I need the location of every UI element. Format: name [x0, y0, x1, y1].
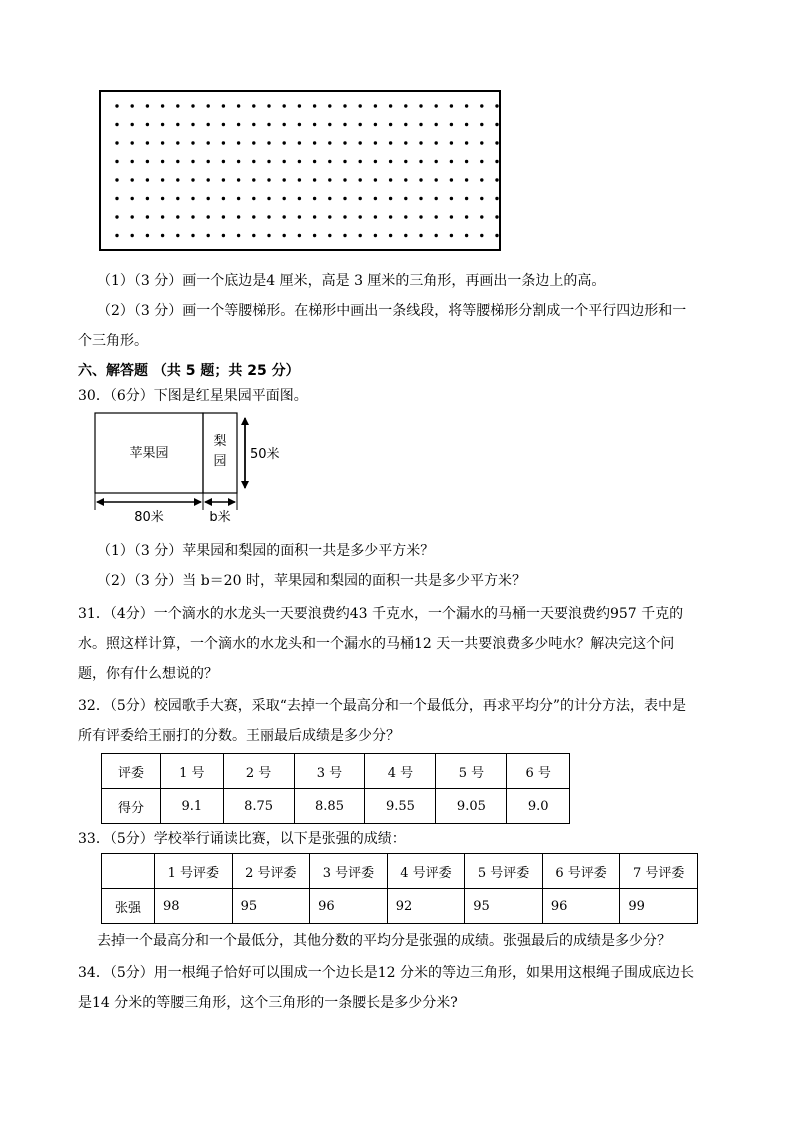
grid-dot — [495, 215, 498, 218]
grid-dot — [480, 197, 483, 200]
grid-dot — [389, 234, 392, 237]
table-cell: 张强 — [102, 889, 155, 924]
grid-dot — [131, 234, 134, 237]
grid-dot — [252, 141, 255, 144]
grid-dot — [313, 234, 316, 237]
grid-dot — [313, 123, 316, 126]
pear-orchard-label-1: 梨 — [213, 434, 227, 449]
grid-dot — [146, 178, 149, 181]
table-cell: 3 号评委 — [310, 854, 388, 889]
grid-dot — [465, 141, 468, 144]
table-cell: 98 — [155, 889, 233, 924]
table-cell: 7 号评委 — [620, 854, 698, 889]
grid-dot — [495, 234, 498, 237]
grid-dot — [359, 234, 362, 237]
grid-dot — [267, 197, 270, 200]
grid-dot — [465, 160, 468, 163]
grid-dot — [207, 104, 210, 107]
q32-line2: 所有评委给王丽打的分数。王丽最后成绩是多少分？ — [78, 728, 400, 744]
grid-dot — [359, 141, 362, 144]
table-cell: 2 号评委 — [232, 854, 310, 889]
grid-dot — [252, 234, 255, 237]
width-label: 80米 — [134, 510, 164, 525]
grid-dot — [450, 160, 453, 163]
grid-dot — [495, 160, 498, 163]
grid-dot — [237, 215, 240, 218]
grid-dot — [480, 160, 483, 163]
grid-dot — [465, 215, 468, 218]
grid-dot — [480, 178, 483, 181]
grid-dot — [252, 197, 255, 200]
grid-dot — [146, 123, 149, 126]
table-cell: 4 号评委 — [387, 854, 465, 889]
table-cell: 95 — [465, 889, 543, 924]
grid-dot — [465, 123, 468, 126]
grid-dot — [176, 141, 179, 144]
grid-dot — [115, 123, 118, 126]
q33-question: 去掉一个最高分和一个最低分，其他分数的平均分是张强的成绩。张强最后的成绩是多少分？ — [97, 933, 671, 949]
grid-dot — [176, 104, 179, 107]
grid-dot — [115, 160, 118, 163]
grid-dot — [252, 104, 255, 107]
grid-dot — [237, 178, 240, 181]
grid-dot — [435, 104, 438, 107]
table-row — [102, 789, 570, 824]
grid-dot — [298, 104, 301, 107]
grid-dot — [419, 141, 422, 144]
grid-dot — [450, 104, 453, 107]
grid-dot — [359, 178, 362, 181]
grid-dot — [115, 215, 118, 218]
grid-dot — [252, 123, 255, 126]
grid-dot — [283, 215, 286, 218]
table-cell: 3 号 — [294, 754, 365, 789]
table-cell: 95 — [232, 889, 310, 924]
grid-dot — [146, 160, 149, 163]
q30-stem: 30．（6分）下图是红星果园平面图。 — [78, 388, 308, 404]
grid-dot — [450, 234, 453, 237]
grid-dot — [222, 123, 225, 126]
grid-dot — [115, 197, 118, 200]
grid-dot — [298, 123, 301, 126]
grid-dot — [343, 215, 346, 218]
grid-dot — [191, 197, 194, 200]
grid-dot — [465, 104, 468, 107]
grid-dot — [435, 234, 438, 237]
grid-dot — [450, 178, 453, 181]
grid-dot — [495, 178, 498, 181]
table-cell: 8.75 — [223, 789, 294, 824]
dot-grid-paper — [99, 90, 501, 251]
grid-dot — [207, 123, 210, 126]
q34-line2: 是14 分米的等腰三角形，这个三角形的一条腰长是多少分米? — [78, 995, 458, 1011]
grid-dot — [191, 141, 194, 144]
grid-dot — [404, 234, 407, 237]
grid-dot — [267, 178, 270, 181]
grid-dot — [435, 178, 438, 181]
grid-dot — [495, 141, 498, 144]
grid-dot — [404, 197, 407, 200]
table-cell: 1 号评委 — [155, 854, 233, 889]
grid-dot — [328, 197, 331, 200]
table-cell: 99 — [620, 889, 698, 924]
grid-dot — [222, 178, 225, 181]
grid-dot — [328, 215, 331, 218]
grid-dot — [328, 123, 331, 126]
grid-dot — [237, 123, 240, 126]
grid-dot — [419, 104, 422, 107]
grid-dot — [207, 160, 210, 163]
grid-dot — [283, 123, 286, 126]
grid-dot — [131, 104, 134, 107]
grid-dot — [450, 141, 453, 144]
grid-dot — [161, 234, 164, 237]
grid-dot — [389, 178, 392, 181]
grid-dot — [343, 160, 346, 163]
grid-dot — [298, 197, 301, 200]
grid-dot — [161, 160, 164, 163]
grid-dot — [252, 160, 255, 163]
q31-line3: 题，你有什么想说的？ — [78, 666, 218, 682]
grid-dot — [435, 197, 438, 200]
grid-dot — [328, 178, 331, 181]
table-cell: 96 — [310, 889, 388, 924]
grid-dot — [207, 141, 210, 144]
grid-dot — [146, 141, 149, 144]
q34-line1: 34．（5分）用一根绳子恰好可以围成一个边长是12 分米的等边三角形，如果用这根绳子围成底边长 — [78, 965, 694, 981]
grid-dot — [146, 215, 149, 218]
grid-dot — [404, 160, 407, 163]
grid-dot — [328, 160, 331, 163]
grid-dot — [207, 197, 210, 200]
grid-dot — [161, 215, 164, 218]
grid-dot — [374, 104, 377, 107]
table-row — [102, 754, 570, 789]
grid-dot — [389, 160, 392, 163]
grid-dot — [207, 215, 210, 218]
grid-dot — [207, 178, 210, 181]
grid-dot — [115, 104, 118, 107]
grid-dot — [389, 104, 392, 107]
grid-dot — [343, 234, 346, 237]
grid-dot — [131, 141, 134, 144]
grid-dot — [298, 234, 301, 237]
grid-dot — [222, 234, 225, 237]
grid-dot — [237, 104, 240, 107]
grid-dot — [328, 141, 331, 144]
grid-dot — [480, 123, 483, 126]
grid-dot — [313, 141, 316, 144]
grid-dot — [283, 178, 286, 181]
grid-dot — [404, 141, 407, 144]
grid-dot — [313, 197, 316, 200]
grid-dot — [389, 197, 392, 200]
grid-dot — [374, 123, 377, 126]
grid-dot — [298, 141, 301, 144]
q29-sub1: （1）（3 分）画一个底边是4 厘米，高是 3 厘米的三角形，再画出一条边上的高。 — [97, 273, 606, 289]
grid-dot — [435, 141, 438, 144]
orchard-diagram — [90, 408, 300, 526]
grid-dot — [146, 197, 149, 200]
grid-dot — [131, 160, 134, 163]
grid-dot — [267, 123, 270, 126]
grid-dot — [131, 197, 134, 200]
grid-dot — [450, 123, 453, 126]
section-title: 六、解答题 （共 5 题；共 25 分） — [78, 363, 300, 379]
grid-dot — [419, 178, 422, 181]
grid-dot — [176, 123, 179, 126]
grid-dot — [374, 178, 377, 181]
grid-dot — [328, 104, 331, 107]
b-label: b米 — [209, 510, 231, 525]
grid-dot — [222, 104, 225, 107]
q33-score-table — [101, 853, 698, 924]
grid-dot — [283, 234, 286, 237]
grid-dot — [298, 178, 301, 181]
q29-sub2-line2: 个三角形。 — [78, 333, 148, 349]
grid-dot — [146, 234, 149, 237]
grid-dot — [146, 104, 149, 107]
grid-dot — [465, 178, 468, 181]
grid-dot — [252, 215, 255, 218]
grid-dot — [343, 178, 346, 181]
grid-dot — [480, 234, 483, 237]
grid-dot — [389, 215, 392, 218]
grid-dot — [191, 234, 194, 237]
q32-score-table — [101, 753, 570, 824]
grid-dot — [313, 160, 316, 163]
grid-dot — [131, 123, 134, 126]
grid-dot — [404, 104, 407, 107]
table-cell: 2 号 — [223, 754, 294, 789]
q32-line1: 32．（5分）校园歌手大赛，采取“去掉一个最高分和一个最低分，再求平均分”的计分方法，表中是 — [78, 698, 687, 714]
table-cell: 9.55 — [365, 789, 436, 824]
grid-dot — [252, 178, 255, 181]
grid-dot — [404, 178, 407, 181]
grid-dot — [161, 178, 164, 181]
grid-dot — [313, 104, 316, 107]
grid-dot — [359, 197, 362, 200]
q33-stem: 33．（5分）学校举行诵读比赛，以下是张强的成绩： — [78, 831, 406, 847]
grid-dot — [237, 141, 240, 144]
grid-dot — [161, 197, 164, 200]
grid-dot — [419, 160, 422, 163]
grid-dot — [404, 123, 407, 126]
grid-dot — [131, 215, 134, 218]
grid-dot — [267, 104, 270, 107]
grid-dot — [283, 104, 286, 107]
table-cell: 5 号 — [436, 754, 507, 789]
grid-dot — [313, 178, 316, 181]
grid-dot — [419, 234, 422, 237]
table-cell: 8.85 — [294, 789, 365, 824]
table-row — [102, 889, 698, 924]
grid-dot — [495, 123, 498, 126]
grid-dot — [480, 141, 483, 144]
grid-dot — [298, 160, 301, 163]
grid-dot — [419, 123, 422, 126]
table-row — [102, 854, 698, 889]
grid-dot — [222, 160, 225, 163]
grid-dot — [343, 123, 346, 126]
grid-dot — [191, 215, 194, 218]
pear-orchard-label-2: 园 — [213, 454, 227, 469]
grid-dot — [389, 141, 392, 144]
grid-dot — [480, 215, 483, 218]
table-cell: 5 号评委 — [465, 854, 543, 889]
grid-dot — [161, 123, 164, 126]
dot-grid-svg — [101, 92, 499, 249]
table-cell: 评委 — [102, 754, 161, 789]
grid-dot — [374, 160, 377, 163]
grid-dot — [435, 123, 438, 126]
grid-dot — [404, 215, 407, 218]
grid-dot — [191, 178, 194, 181]
grid-dot — [176, 234, 179, 237]
grid-dot — [480, 104, 483, 107]
apple-orchard-label: 苹果园 — [129, 446, 169, 461]
grid-dot — [465, 234, 468, 237]
grid-dot — [419, 197, 422, 200]
q30-sub1: （1）（3 分）苹果园和梨园的面积一共是多少平方米？ — [97, 543, 435, 559]
grid-dot — [237, 160, 240, 163]
grid-dot — [283, 160, 286, 163]
grid-dot — [359, 123, 362, 126]
grid-dot — [267, 234, 270, 237]
table-cell: 96 — [542, 889, 620, 924]
grid-dot — [176, 215, 179, 218]
pear-orchard-rect — [203, 413, 237, 493]
q31-line1: 31．（4分）一个滴水的水龙头一天要浪费约43 千克水，一个漏水的马桶一天要浪费约957 千克的 — [78, 606, 684, 622]
grid-dot — [237, 234, 240, 237]
grid-dot — [435, 160, 438, 163]
grid-dot — [176, 197, 179, 200]
q31-line2: 水。照这样计算，一个滴水的水龙头和一个漏水的马桶12 天一共要浪费多少吨水？解决完这个问 — [78, 636, 675, 652]
grid-dot — [343, 141, 346, 144]
q29-sub2-line1: （2）（3 分）画一个等腰梯形。在梯形中画出一条线段，将等腰梯形分割成一个平行四边形和一 — [97, 303, 687, 319]
grid-dot — [283, 141, 286, 144]
grid-dot — [495, 104, 498, 107]
grid-dot — [115, 234, 118, 237]
grid-dot — [343, 197, 346, 200]
table-cell: 1 号 — [161, 754, 224, 789]
table-cell: 6 号评委 — [542, 854, 620, 889]
grid-dot — [283, 197, 286, 200]
table-cell: 92 — [387, 889, 465, 924]
grid-dot — [343, 104, 346, 107]
grid-dot — [267, 160, 270, 163]
grid-dot — [176, 160, 179, 163]
table-cell — [102, 854, 155, 889]
grid-dot — [176, 178, 179, 181]
grid-dot — [298, 215, 301, 218]
height-label: 50米 — [250, 447, 280, 462]
grid-dot — [374, 197, 377, 200]
grid-dot — [313, 215, 316, 218]
grid-dot — [374, 234, 377, 237]
table-cell: 9.0 — [507, 789, 570, 824]
grid-dot — [237, 197, 240, 200]
grid-dot — [191, 160, 194, 163]
grid-dot — [359, 160, 362, 163]
grid-dot — [374, 215, 377, 218]
grid-dot — [450, 215, 453, 218]
grid-dot — [465, 197, 468, 200]
table-cell: 4 号 — [365, 754, 436, 789]
grid-dot — [161, 104, 164, 107]
grid-dot — [161, 141, 164, 144]
grid-dot — [450, 197, 453, 200]
grid-dot — [222, 197, 225, 200]
grid-dot — [435, 215, 438, 218]
grid-dot — [191, 123, 194, 126]
grid-dot — [374, 141, 377, 144]
grid-dot — [267, 141, 270, 144]
grid-dot — [389, 123, 392, 126]
grid-dot — [419, 215, 422, 218]
table-cell: 6 号 — [507, 754, 570, 789]
table-cell: 得分 — [102, 789, 161, 824]
grid-dot — [207, 234, 210, 237]
grid-dot — [267, 215, 270, 218]
grid-dot — [191, 104, 194, 107]
table-cell: 9.05 — [436, 789, 507, 824]
table-cell: 9.1 — [161, 789, 224, 824]
grid-dot — [131, 178, 134, 181]
grid-dot — [495, 197, 498, 200]
grid-dot — [328, 234, 331, 237]
grid-dot — [222, 215, 225, 218]
grid-dot — [222, 141, 225, 144]
grid-dot — [115, 178, 118, 181]
grid-dot — [115, 141, 118, 144]
grid-dot — [359, 104, 362, 107]
q30-sub2: （2）（3 分）当 b＝20 时，苹果园和梨园的面积一共是多少平方米？ — [97, 573, 526, 589]
grid-dot — [359, 215, 362, 218]
